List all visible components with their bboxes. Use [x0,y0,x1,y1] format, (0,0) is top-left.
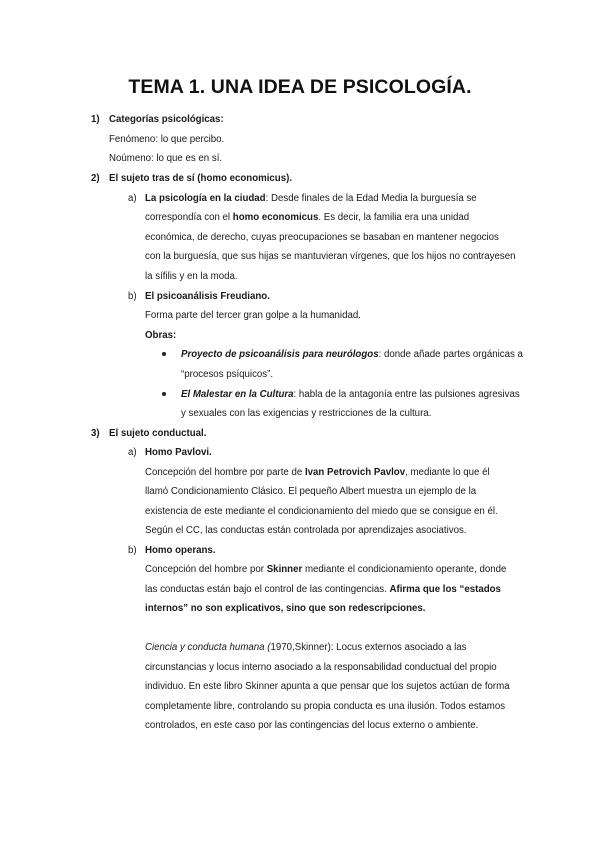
section-3b-line-2: las conductas están bajo el control de las contingencias. Afirma que los “estados [145,584,501,595]
section-3a-label: a) [128,447,137,458]
section-2b-label: b) [128,291,137,302]
section-3a-line-2: llamó Condicionamiento Clásico. El pequeño Albert muestra un ejemplo de la [145,486,477,497]
ciencia-line-2: circunstancias y locus interno asociado a la responsabilidad conductual del propio [145,662,497,673]
page-title: TEMA 1. UNA IDEA DE PSICOLOGÍA. [128,76,472,98]
ciencia-line-1: Ciencia y conducta humana (1970,Skinner): Locus externos asociado a las [145,642,467,653]
section-3b-label: b) [128,545,137,556]
section-3a-line-3: existencia de este mediante el condicionamiento del miedo que se consigue en él. [145,506,498,517]
bullet-1-line-1: Proyecto de psicoanálisis para neurólogos: donde añade partes orgánicas a [181,349,523,360]
section-2a-line-2: correspondía con el homo economicus. Es decir, la familia era una unidad [145,212,470,223]
section-2a-line-3: económica, de derecho, cuyas preocupaciones se basaban en mantener negocios [145,232,499,243]
section-1-number: 1) [91,114,100,125]
section-3a-line-1: Concepción del hombre por parte de Ivan Petrovich Pavlov, mediante lo que él [145,467,490,478]
bullet-1-line-2: “procesos psíquicos”. [181,369,274,380]
section-2-number: 2) [91,173,100,184]
section-3-number: 3) [91,428,100,439]
section-3b-heading: Homo operans. [145,545,216,556]
bullet-2-line-1: El Malestar en la Cultura: habla de la antagonía entre las pulsiones agresivas [181,389,520,400]
section-2a-label: a) [128,193,137,204]
section-2b-line-1: Forma parte del tercer gran golpe a la humanidad. [145,310,361,321]
section-2-heading: El sujeto tras de sí (homo economicus). [109,173,293,184]
section-3b-line-1: Concepción del hombre por Skinner mediante el condicionamiento operante, donde [145,564,507,575]
section-1-heading: Categorías psicológicas: [109,114,224,125]
ciencia-line-4: completamente libre, controlando su propia conducta es una ilusión. Todos estamos [145,701,506,712]
section-3-heading: El sujeto conductual. [109,428,207,439]
bullet-icon [162,392,166,396]
bullet-icon [162,352,166,356]
bullet-2-line-2: y sexuales con las exigencias y restricciones de la cultura. [181,408,432,419]
section-2b-heading: El psicoanálisis Freudiano. [145,291,270,302]
section-2a-line-1: La psicología en la ciudad: Desde finales de la Edad Media la burguesía se [145,193,477,204]
obras-label: Obras: [145,330,177,341]
section-2a-line-5: la sífilis y en la moda. [145,271,238,282]
section-1-line-1: Fenómeno: lo que percibo. [109,134,225,145]
ciencia-line-5: controlados, en este caso por las contingencias del locus externo o ambiente. [145,720,479,731]
ciencia-line-3: individuo. En este libro Skinner apunta a que pensar que los sujetos actúan de forma [145,681,510,692]
section-3a-line-4: Según el CC, las conductas están controlada por aprendizajes asociativos. [145,525,467,536]
section-1-line-2: Noúmeno: lo que es en sí. [109,153,223,164]
section-2a-line-4: con la burguesía, que sus hijas se mantuvieran vírgenes, que los hijos no contrayesen [145,251,516,262]
section-3b-line-3: internos” no son explicativos, sino que son redescripciones. [145,603,426,614]
section-3a-heading: Homo Pavlovi. [145,447,212,458]
